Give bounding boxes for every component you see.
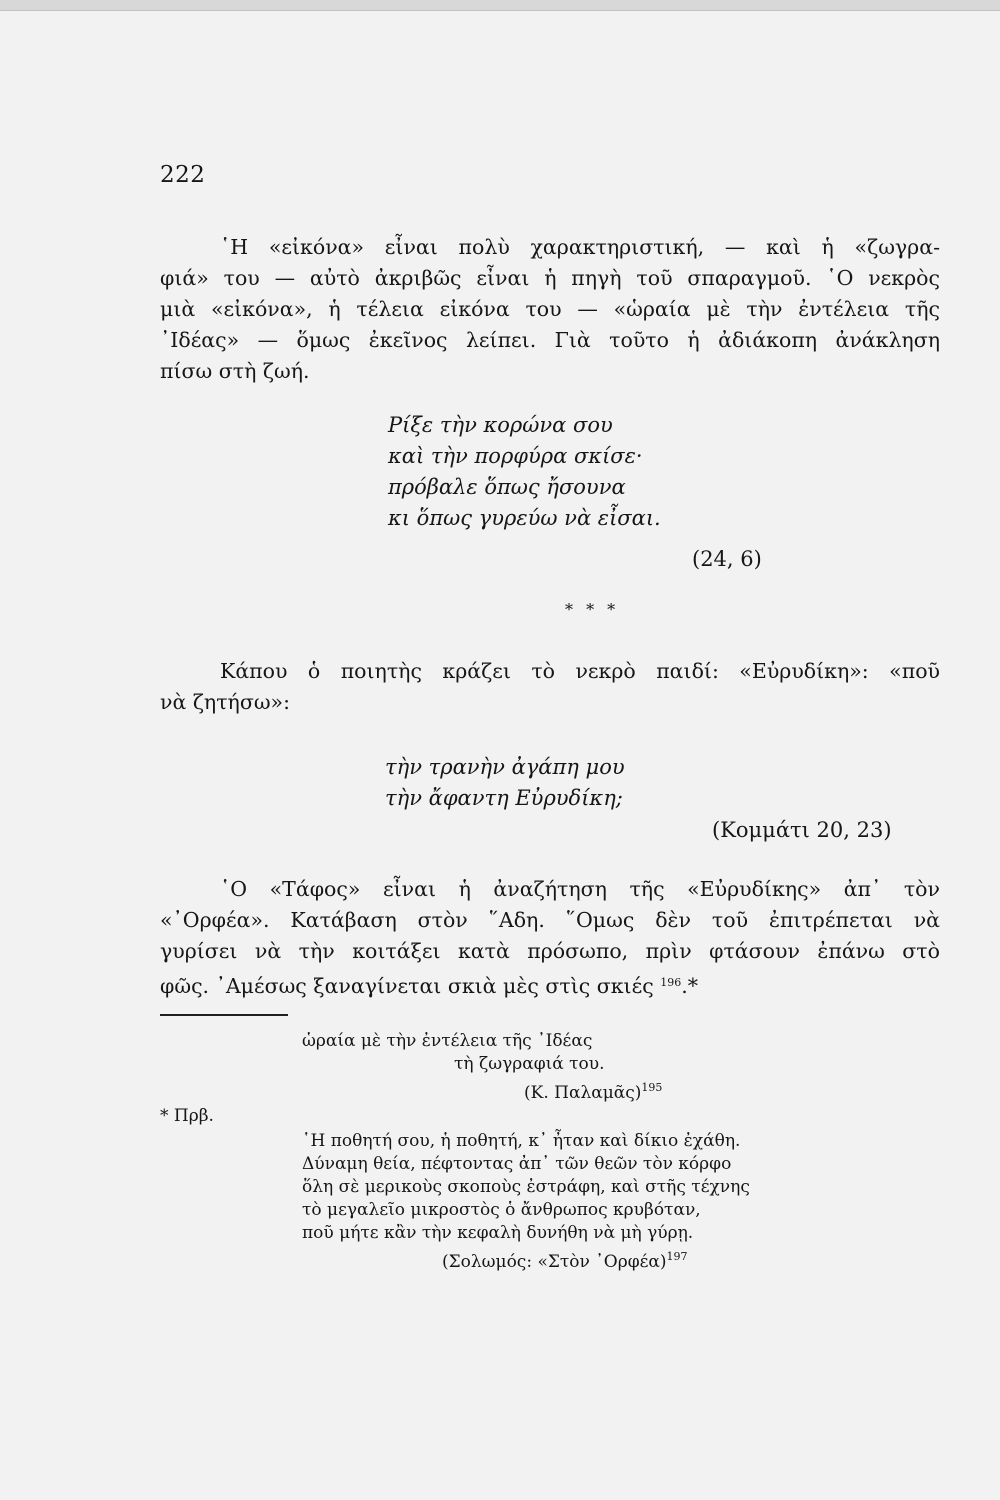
footnote-marker: * Πρβ. — [160, 1106, 214, 1126]
footnote-line: τὴ ζωγραφιά του. — [454, 1054, 605, 1074]
note-reference: 196 — [660, 976, 682, 989]
page-top-edge — [0, 0, 1000, 11]
verse-line: κι ὅπως γυρεύω νὰ εἶσαι. — [388, 506, 661, 530]
footnote-source-ref: 195 — [641, 1081, 663, 1094]
paragraph-line: «᾿Ορφέα». Κατάβαση στὸν ῞Αδη. ῞Ομως δὲν τοῦ ἐπιτρέπεται νὰ — [160, 908, 940, 932]
page-number: 222 — [160, 162, 206, 188]
footnote-mark: .* — [681, 974, 698, 998]
paragraph-1 — [160, 232, 940, 387]
verse-line: Ρίξε τὴν κορώνα σου — [388, 413, 613, 437]
paragraph-3 — [160, 874, 940, 1002]
section-separator: * * * — [565, 600, 620, 619]
paragraph-line — [160, 967, 940, 1002]
paragraph-line: πίσω στὴ ζωή. — [160, 359, 310, 383]
verse-quote-1 — [388, 410, 661, 534]
verse-quote-2 — [385, 752, 625, 814]
paragraph-line: νὰ ζητήσω»: — [160, 690, 290, 714]
paragraph-line: γυρίσει νὰ τὴν κοιτάξει κατὰ πρόσωπο, πρὶν φτάσουν ἐπάνω στὸ — [160, 939, 940, 963]
paragraph-line: ῾Η «εἰκόνα» εἶναι πολὺ χαρακτηριστική, — καὶ ἡ «ζωγρα- — [220, 235, 940, 259]
verse-line: καὶ τὴν πορφύρα σκίσε· — [388, 444, 643, 468]
footnote-line: τὸ μεγαλεῖο μικροστὸς ὁ ἄνθρωπος κρυβόταν, — [302, 1200, 701, 1220]
footnote-line: ὅλη σὲ μερικοὺς σκοποὺς ἐστράφη, καὶ στῆς τέχνης — [302, 1177, 750, 1197]
footnote-source — [302, 1076, 662, 1105]
paragraph-line: Κάπου ὁ ποιητὴς κράζει τὸ νεκρὸ παιδί: «Εὐρυδίκη»: «ποῦ — [220, 659, 940, 683]
verse-line: τὴν τρανὴν ἀγάπη μου — [385, 755, 625, 779]
footnote-quote-2 — [302, 1130, 750, 1274]
paragraph-line: φιά» του — αὐτὸ ἀκριβῶς εἶναι ἡ πηγὴ τοῦ σπαραγμοῦ. ῾Ο νεκρὸς — [160, 266, 940, 290]
footnote-line: ποῦ μήτε κἂν τὴν κεφαλὴ δυνήθη νὰ μὴ γύρῃ. — [302, 1223, 694, 1243]
verse-line: τὴν ἄφαντη Εὐρυδίκη; — [385, 786, 623, 810]
footnote-source-ref: 197 — [666, 1250, 688, 1263]
paragraph-line: ᾿Ιδέας» — ὅμως ἐκεῖνος λείπει. Γιὰ τοῦτο ἡ ἀδιάκοπη ἀνάκληση — [160, 328, 940, 352]
paragraph-2 — [160, 656, 940, 718]
paragraph-last-line-text: φῶς. ᾿Αμέσως ξαναγίνεται σκιὰ μὲς στὶς σκιές — [160, 974, 654, 998]
footnote-rule — [160, 1014, 288, 1016]
verse-1-citation: (24, 6) — [692, 547, 762, 571]
paragraph-line: μιὰ «εἰκόνα», ἡ τέλεια εἰκόνα του — «ὡραία μὲ τὴν ἐντέλεια τῆς — [160, 297, 940, 321]
footnote-line: ὡραία μὲ τὴν ἐντέλεια τῆς ᾿Ιδέας — [302, 1031, 593, 1051]
footnote-source-text: (Σολωμός: «Στὸν ᾿Ορφέα) — [442, 1252, 667, 1272]
footnote-line: Δύναμη θεία, πέφτοντας ἀπ᾿ τῶν θεῶν τὸν κόρφο — [302, 1154, 732, 1174]
verse-2-citation: (Κομμάτι 20, 23) — [712, 818, 892, 842]
paragraph-line: ῾Ο «Τάφος» εἶναι ἡ ἀναζήτηση τῆς «Εὐρυδίκης» ἀπ᾿ τὸν — [220, 877, 940, 901]
footnote-source — [302, 1245, 750, 1274]
footnote-quote-1 — [302, 1030, 662, 1105]
footnote-source-text: (Κ. Παλαμᾶς) — [524, 1083, 642, 1103]
verse-line: πρόβαλε ὅπως ἤσουνα — [388, 475, 626, 499]
footnote-line: ῾Η ποθητή σου, ἡ ποθητή, κ᾿ ἦταν καὶ δίκιο ἐχάθη. — [302, 1131, 741, 1151]
